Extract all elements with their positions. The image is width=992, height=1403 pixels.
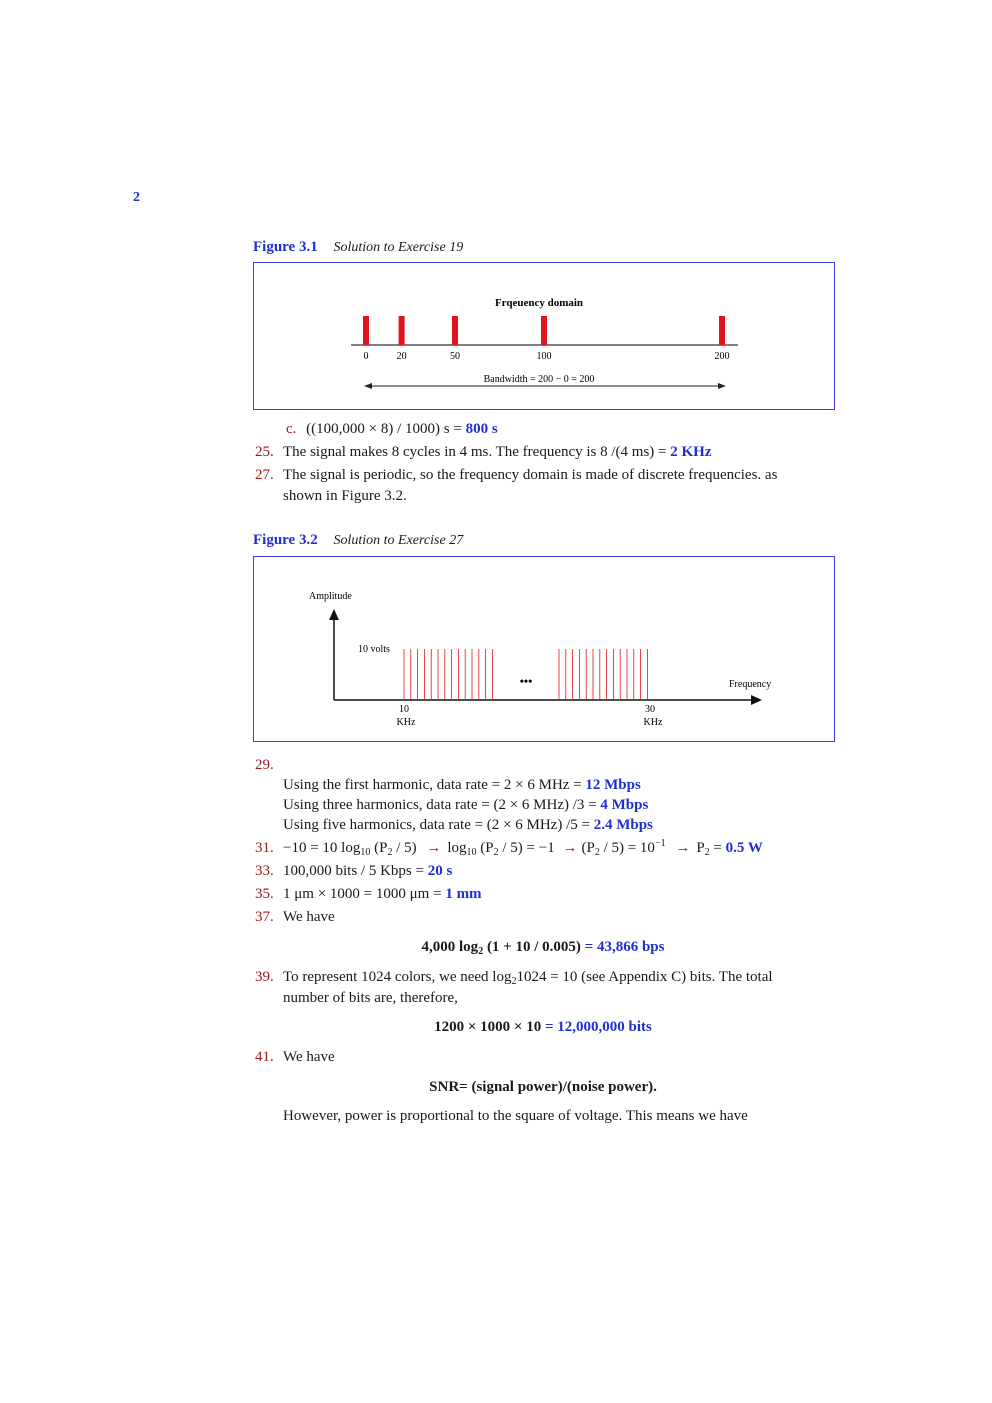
figure-label: Figure 3.1 xyxy=(253,239,318,255)
eq-sub: 10 xyxy=(466,847,477,858)
arrow-icon: → xyxy=(562,840,578,856)
frequency-bar xyxy=(541,316,547,345)
eq-part: (P xyxy=(581,840,595,856)
answer-number: 31. xyxy=(255,840,274,856)
answer-41-text: We have xyxy=(283,1049,335,1065)
answer-41-tail: However, power is proportional to the square of voltage. This means we have xyxy=(283,1108,748,1124)
answer-33-value: 20 s xyxy=(427,863,453,879)
answer-33-text: 100,000 bits / 5 Kbps = xyxy=(283,863,428,879)
answer-29-line3-text: Using five harmonics, data rate = (2 × 6 MHz) /5 = xyxy=(283,817,594,833)
y-axis-label: Amplitude xyxy=(309,591,352,602)
eq-sub: 2 xyxy=(511,976,517,987)
answer-29-line2-value: 4 Mbps xyxy=(600,797,649,813)
figure-3-1-caption xyxy=(253,239,463,256)
answer-number: 41. xyxy=(255,1049,274,1065)
answer-number: 29. xyxy=(255,757,274,773)
answer-number: 39. xyxy=(255,969,274,985)
figure-title: Solution to Exercise 27 xyxy=(333,533,464,548)
figure-3-1-box xyxy=(253,262,835,410)
eq-sup: −1 xyxy=(654,838,666,849)
figure-3-2-box xyxy=(253,556,835,742)
eq-sub: 2 xyxy=(594,847,600,858)
eq-part: −10 = 10 log xyxy=(283,840,361,856)
frequency-bar xyxy=(363,316,369,345)
tick-30-value: 30 xyxy=(645,704,655,715)
arrow-icon: → xyxy=(426,840,442,856)
eq-part: / 5) xyxy=(392,840,417,856)
answer-29-line2 xyxy=(283,795,648,815)
eq-sub: 2 xyxy=(704,847,710,858)
answer-number: 27. xyxy=(255,467,274,483)
answer-number: 35. xyxy=(255,886,274,902)
answer-29-line1-text: Using the first harmonic, data rate = 2 × 6 MHz = xyxy=(283,777,586,793)
answer-39-line2: number of bits are, therefore, xyxy=(283,990,458,1006)
x-axis-arrowhead xyxy=(751,695,762,705)
answer-33 xyxy=(255,861,452,881)
answer-number: 33. xyxy=(255,863,274,879)
answer-27 xyxy=(255,465,777,485)
page-number: 2 xyxy=(133,190,140,205)
x-axis-label: Frequency xyxy=(729,679,772,690)
tick-30-unit: KHz xyxy=(643,717,663,728)
answer-35-value: 1 mm xyxy=(445,886,482,902)
tick-label: 200 xyxy=(714,351,730,362)
chart-title: Frqeuency domain xyxy=(494,297,584,309)
arrow-icon: → xyxy=(675,840,691,856)
eq-part: 1200 × 1000 × 10 xyxy=(434,1019,545,1035)
eq-part: (1 + 10 / 0.005) xyxy=(483,939,585,955)
y-axis-arrowhead xyxy=(329,609,339,620)
answer-39-equation xyxy=(253,1017,833,1037)
answer-c xyxy=(286,419,498,439)
eq-part: 4,000 log xyxy=(421,939,479,955)
answer-number: 25. xyxy=(255,444,274,460)
bandwidth-label: Bandwidth = 200 − 0 = 200 xyxy=(483,374,595,385)
answer-c-value: 800 s xyxy=(465,421,498,437)
answer-25-text: The signal makes 8 cycles in 4 ms. The frequency is 8 /(4 ms) = xyxy=(283,444,671,460)
tick-label: 0 xyxy=(363,351,369,362)
answer-37 xyxy=(255,907,335,927)
eq-sub: 10 xyxy=(360,847,371,858)
eq-sub: 2 xyxy=(478,946,484,957)
eq-sub: 2 xyxy=(387,847,393,858)
answer-37-value: = 43,866 bps xyxy=(584,939,665,955)
frequency-bar xyxy=(719,316,725,345)
answer-29-line1-value: 12 Mbps xyxy=(585,777,641,793)
answer-27-line1: The signal is periodic, so the frequency domain is made of discrete frequencies. as xyxy=(283,467,778,483)
eq-part: / 5) = −1 xyxy=(498,840,555,856)
answer-31 xyxy=(255,838,763,858)
answer-37-text: We have xyxy=(283,909,335,925)
bandwidth-arrow-left-head xyxy=(364,383,372,389)
answer-29-number xyxy=(255,755,283,775)
ellipsis: ••• xyxy=(519,674,533,688)
tick-10-value: 10 xyxy=(399,704,409,715)
eq-part: (P xyxy=(370,840,388,856)
answer-39 xyxy=(255,967,773,987)
figure-title: Solution to Exercise 19 xyxy=(333,240,464,255)
volts-label: 10 volts xyxy=(358,644,390,655)
answer-31-value: 0.5 W xyxy=(725,840,763,856)
answer-35-text: 1 μm × 1000 = 1000 μm = xyxy=(283,886,446,902)
amplitude-frequency-chart xyxy=(254,557,834,741)
answer-35 xyxy=(255,884,482,904)
answer-29-line3 xyxy=(283,815,653,835)
answer-25 xyxy=(255,442,712,462)
figure-3-2-caption xyxy=(253,532,463,549)
figure-label: Figure 3.2 xyxy=(253,532,318,548)
answer-29-line2-text: Using three harmonics, data rate = (2 × 6 MHz) /3 = xyxy=(283,797,601,813)
eq-part: / 5) = 10 xyxy=(599,840,655,856)
tick-label: 50 xyxy=(450,351,460,362)
answer-41-equation: SNR= (signal power)/(noise power). xyxy=(429,1079,657,1095)
tick-label: 20 xyxy=(396,351,407,362)
answer-39-text: 1024 = 10 (see Appendix C) bits. The total xyxy=(516,969,773,985)
answer-27-line2: shown in Figure 3.2. xyxy=(283,488,407,504)
frequency-bar xyxy=(452,316,458,345)
answer-39-text: To represent 1024 colors, we need log xyxy=(283,969,512,985)
answer-39-value: = 12,000,000 bits xyxy=(544,1019,652,1035)
eq-part: P xyxy=(696,840,705,856)
answer-29-line3-value: 2.4 Mbps xyxy=(593,817,653,833)
eq-part: (P xyxy=(476,840,494,856)
answer-25-value: 2 KHz xyxy=(670,444,712,460)
frequency-domain-chart xyxy=(254,263,834,409)
bandwidth-arrow-right-head xyxy=(718,383,726,389)
answer-37-equation xyxy=(253,937,833,957)
tick-label: 100 xyxy=(536,351,552,362)
eq-part: = xyxy=(709,840,726,856)
answer-c-prefix: c. xyxy=(286,421,297,437)
eq-part: log xyxy=(447,840,467,856)
frequency-bar xyxy=(399,316,405,345)
answer-29-line1 xyxy=(283,775,641,795)
tick-10-unit: KHz xyxy=(396,717,416,728)
eq-sub: 2 xyxy=(493,847,499,858)
answer-41 xyxy=(255,1047,335,1067)
answer-number: 37. xyxy=(255,909,274,925)
answer-c-text: ((100,000 × 8) / 1000) s = xyxy=(306,421,466,437)
